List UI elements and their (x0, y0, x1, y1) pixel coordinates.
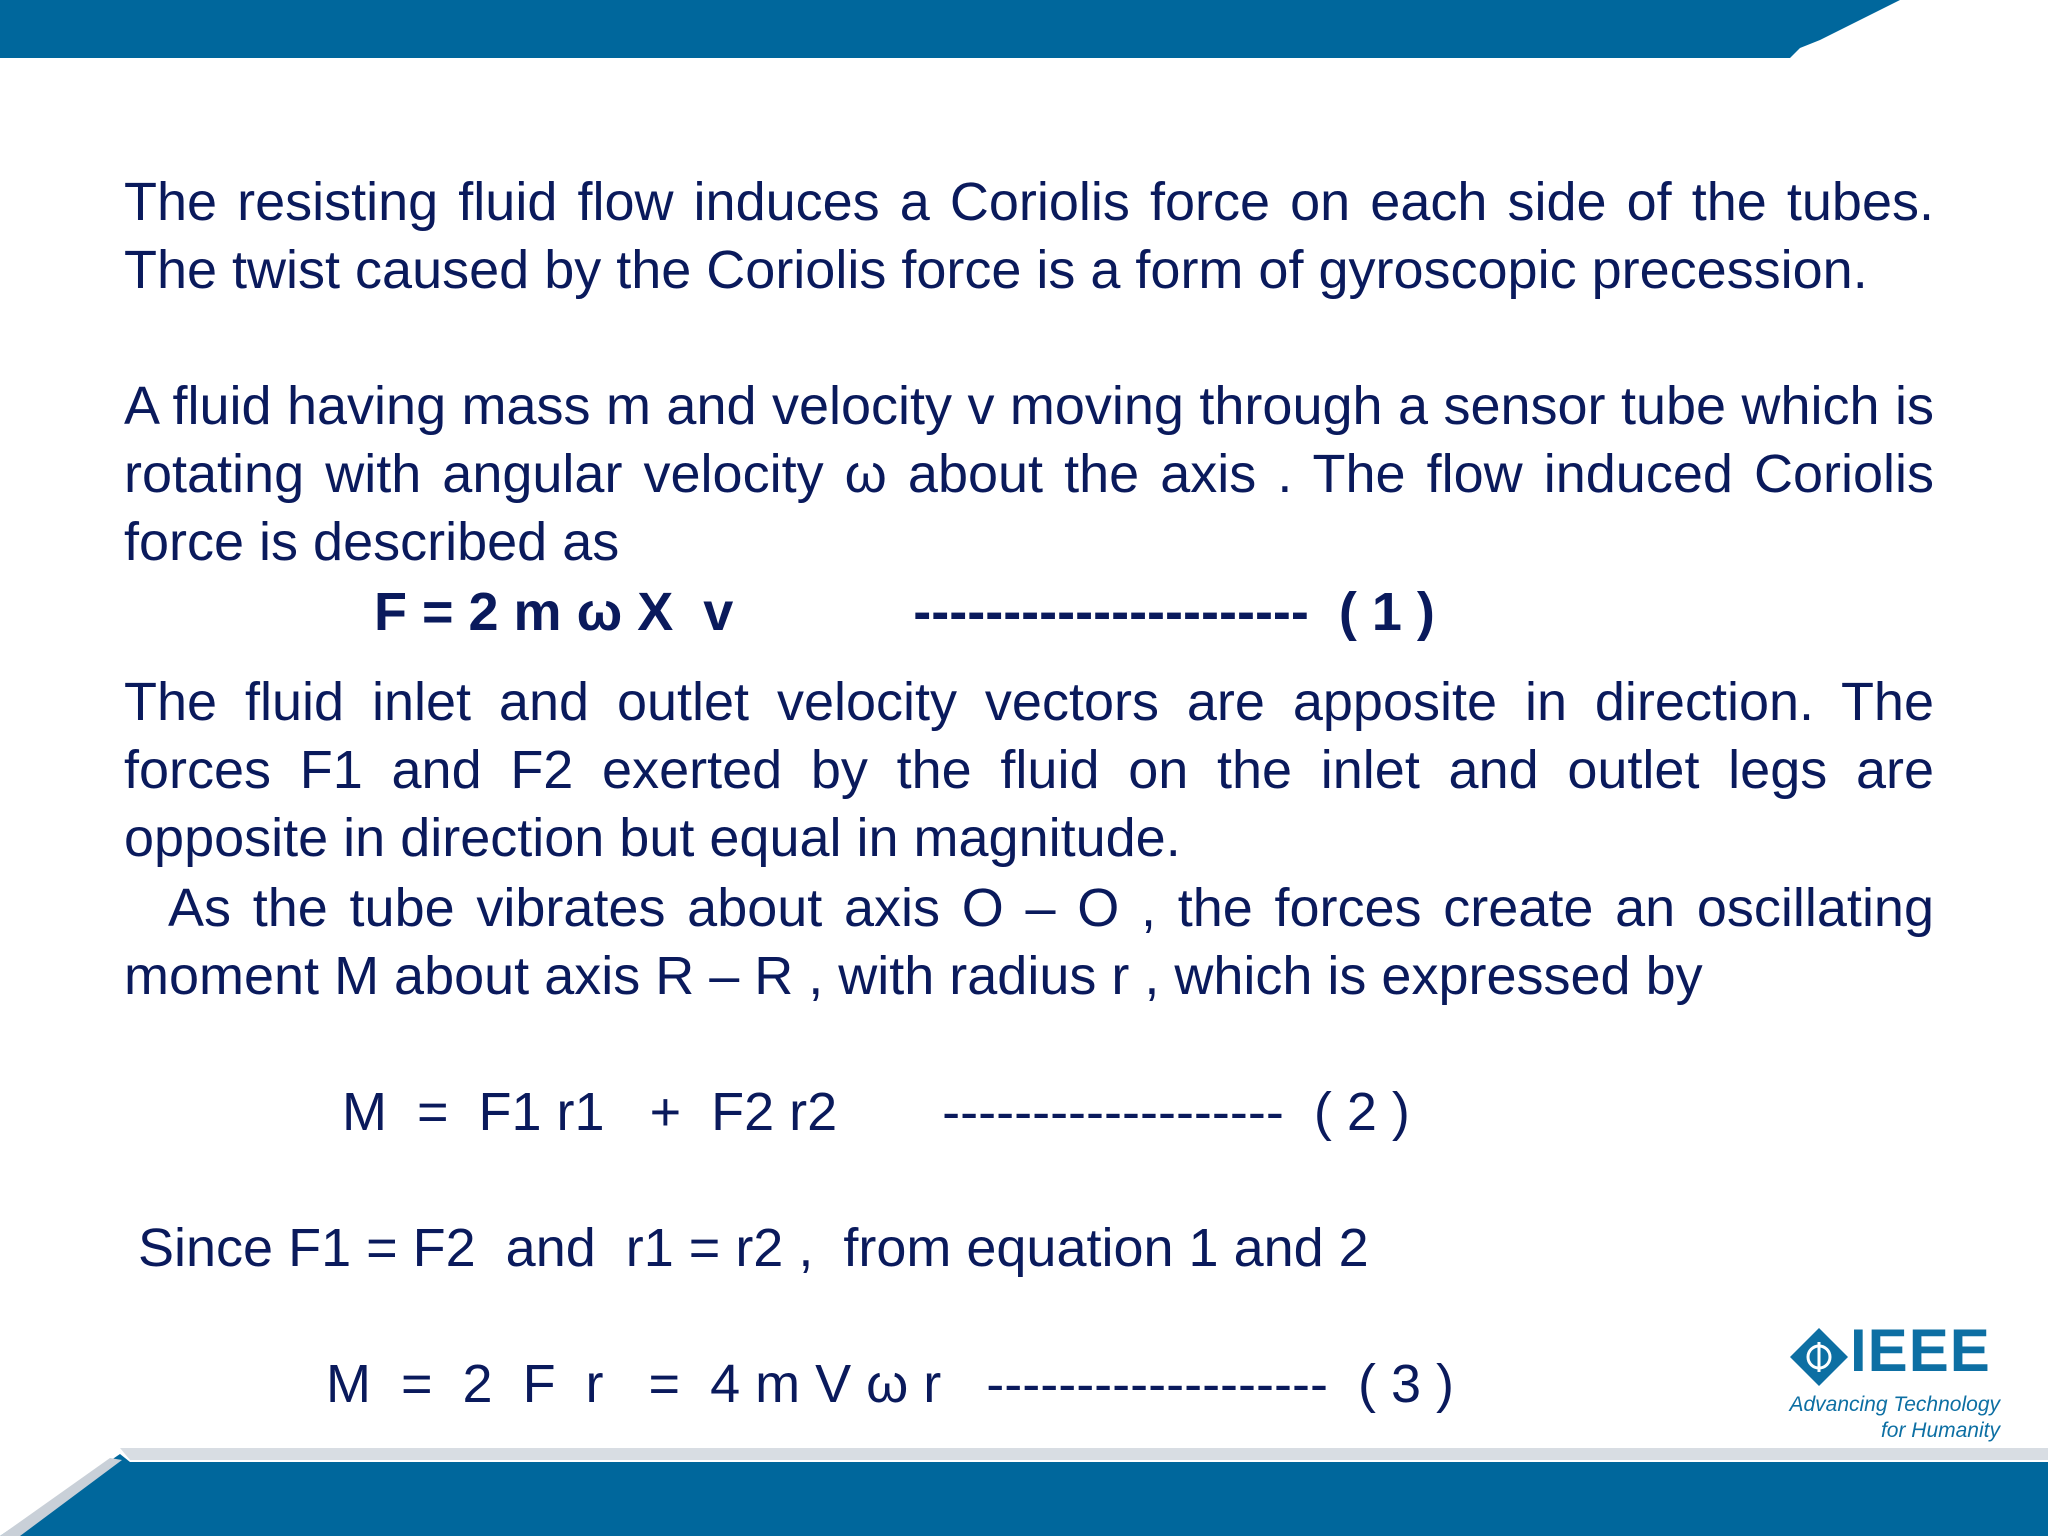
bottom-banner (0, 1448, 2048, 1536)
paragraph-velocity-vectors: The fluid inlet and outlet velocity vectors are apposite in direction. The forces F1 and F2 exerted by the fluid on the inlet and outlet legs are opposite in direction but equal in magnitude. (124, 672, 1934, 868)
ieee-wordmark: IEEE (1850, 1317, 1991, 1384)
ieee-diamond-icon (1788, 1326, 1850, 1388)
paragraph-coriolis-intro: The resisting fluid flow induces a Coriolis force on each side of the tubes. The twist caused by the Coriolis force is a form of gyroscopic precession. (124, 172, 1934, 300)
top-banner (0, 0, 2048, 60)
ieee-logo (1788, 1317, 2000, 1450)
paragraph-oscillating-moment: As the tube vibrates about axis O – O , the forces create an oscillating moment M about axis R – R , with radius r , which is expressed by (124, 878, 1934, 1006)
ieee-tagline: Advancing Technology for Humanity (1789, 1393, 2000, 1442)
equation-1: F = 2 m ω X v ---------------------- ( 1 ) (374, 582, 1435, 642)
equation-2: M = F1 r1 + F2 r2 ------------------- ( 2 ) (342, 1082, 1410, 1142)
paragraph-fluid-mass: A fluid having mass m and velocity v moving through a sensor tube which is rotating with angular velocity ω about the axis . The flow induced Coriolis force is described as (124, 376, 1934, 572)
since-statement: Since F1 = F2 and r1 = r2 , from equation 1 and 2 (138, 1218, 1369, 1278)
equation-3: M = 2 F r = 4 m V ω r ------------------- ( 3 ) (326, 1354, 1454, 1414)
